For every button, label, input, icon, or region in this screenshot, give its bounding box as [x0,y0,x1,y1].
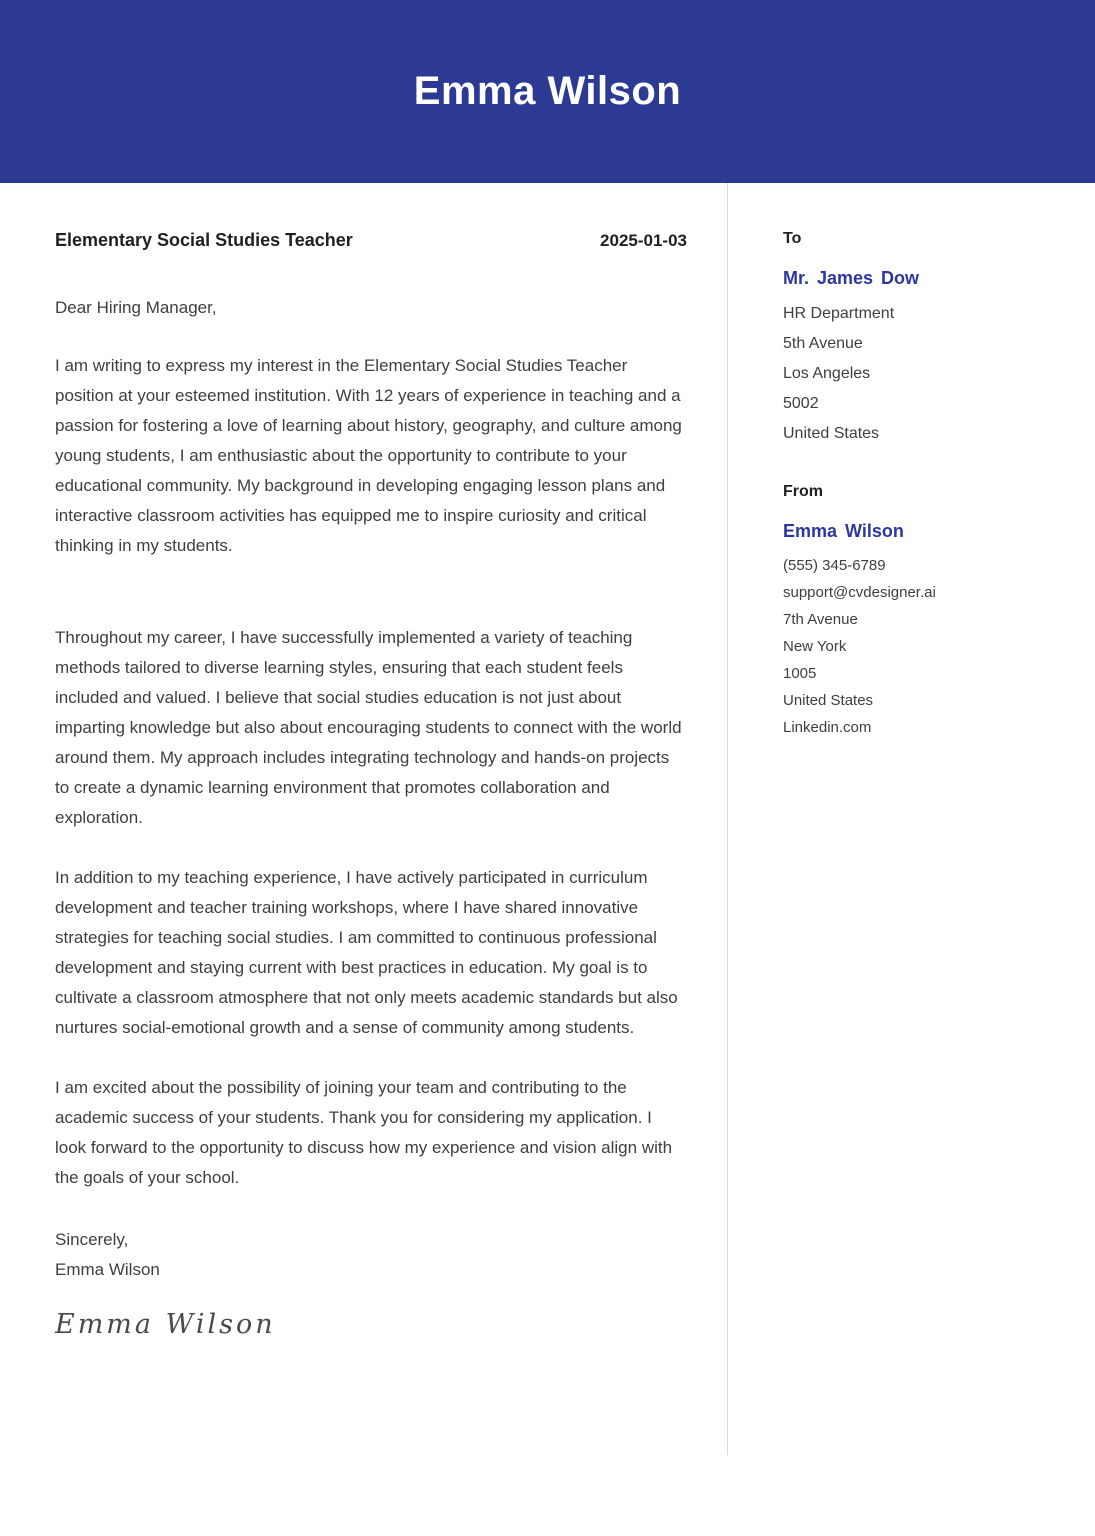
sender-address-line: New York [783,638,847,655]
sender-address-line: 1005 [783,665,817,682]
closing-word: Sincerely, [55,1230,129,1249]
letter-column [0,183,727,1536]
sender-email: support@cvdesigner.ai [783,584,936,601]
job-title: Elementary Social Studies Teacher [55,230,353,250]
sender-name-link[interactable]: Emma Wilson [783,521,904,541]
recipient-address [783,299,1065,449]
recipient-address-line: 5002 [783,395,819,412]
page-title: Emma Wilson [413,69,682,113]
sender-contact-details [783,552,1065,741]
closing-block [55,1225,687,1285]
sender-phone: (555) 345-6789 [783,557,886,574]
letter-paragraph-3: In addition to my teaching experience, I have actively participated in curriculum development and teacher training workshops, where I have shared innovative strategies for teaching social studies. I am committed to continuous professional development and staying current with best practices in education. My goal is to cultivate a classroom atmosphere that not only meets academic standards but also nurtures social-emotional growth and a sense of community among students. [55,868,678,1037]
letter-paragraph-2: Throughout my career, I have successfully implemented a variety of teaching methods tailored to diverse learning styles, ensuring that each student feels included and valued. I believe that social studies education is not just about imparting knowledge but also about encouraging students to connect with the world around them. My approach includes integrating technology and hands-on projects to create a dynamic learning environment that promotes collaboration and exploration. [55,628,682,827]
content-area [0,183,1095,1536]
recipient-address-line: HR Department [783,305,895,322]
closing-name: Emma Wilson [55,1260,160,1279]
sidebar [728,183,1095,1536]
recipient-address-line: United States [783,425,880,442]
recipient-address-line: Los Angeles [783,365,871,382]
letter-paragraph-4: I am excited about the possibility of joining your team and contributing to the academic success of your students. Thank you for considering my application. I look forward to the opportunity to discuss how my experience and vision align with the goals of your school. [55,1078,673,1187]
sender-address-line: 7th Avenue [783,611,858,628]
signature-script: Emma Wilson [55,1309,276,1340]
to-label: To [783,230,802,247]
sender-address-line: United States [783,692,874,709]
from-section [783,483,1065,741]
recipient-name-link[interactable]: Mr. James Dow [783,268,920,288]
sender-linkedin: Linkedin.com [783,719,872,736]
salutation: Dear Hiring Manager, [55,298,217,317]
title-row [55,230,687,251]
from-label: From [783,483,823,500]
letter-date: 2025-01-03 [600,231,687,250]
recipient-address-line: 5th Avenue [783,335,863,352]
to-section [783,230,1065,449]
letter-paragraph-1: I am writing to express my interest in the Elementary Social Studies Teacher position at your esteemed institution. With 12 years of experience in teaching and a passion for fostering a love of learning about history, geography, and culture among young students, I am enthusiastic about the opportunity to contribute to your educational community. My background in developing engaging lesson plans and interactive classroom activities has equipped me to inspire curiosity and critical thinking in my students. [55,356,682,555]
header-banner [0,0,1095,183]
